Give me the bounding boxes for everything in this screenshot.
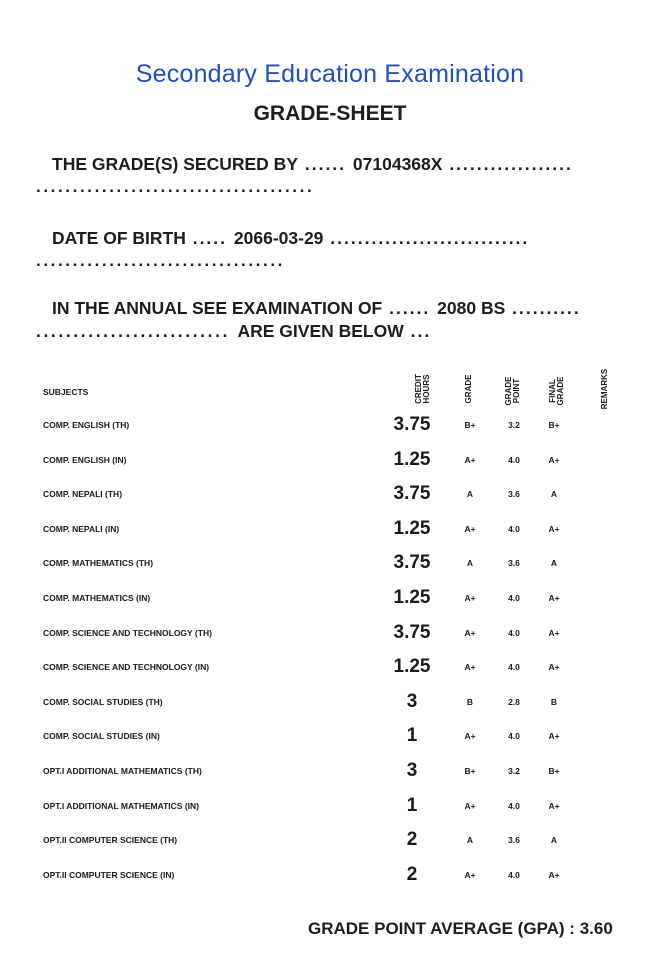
- grade-point-header: GRADE POINT: [504, 376, 521, 406]
- grade-cell: B+: [464, 766, 476, 776]
- grade-cell: A+: [464, 731, 476, 742]
- symbol-number: 07104368X: [352, 154, 443, 174]
- table-row: [0, 517, 660, 540]
- grade-point-cell: 4.0: [508, 869, 520, 880]
- gpa-line: [308, 919, 613, 939]
- subject-cell: COMP. NEPALI (TH): [43, 489, 123, 500]
- grade-point-cell: 3.6: [508, 489, 520, 500]
- grade-cell: A+: [464, 454, 476, 465]
- grade-cell: B+: [464, 420, 476, 430]
- grade-point-cell: 4.0: [508, 523, 520, 534]
- table-row: [0, 416, 660, 436]
- subject-cell: OPT.II COMPUTER SCIENCE (IN): [43, 869, 175, 880]
- final-grade-cell: B+: [548, 766, 560, 776]
- credit-hours-cell: 1.25: [393, 587, 431, 608]
- subject-cell: COMP. MATHEMATICS (IN): [43, 593, 151, 603]
- credit-hours-cell: 1.25: [393, 448, 431, 470]
- credit-hours-cell: 3.75: [393, 414, 431, 435]
- final-grade-cell: A+: [548, 662, 560, 673]
- dob-line: DATE OF BIRTH ..... 2066-03-29 .............................: [52, 228, 530, 248]
- table-row: [0, 831, 660, 851]
- grade-point-cell: 3.6: [508, 558, 520, 569]
- grade-point-cell: 3.2: [508, 420, 520, 430]
- subject-cell: COMP. SCIENCE AND TECHNOLOGY (TH): [43, 627, 212, 638]
- grade-cell: A+: [464, 800, 476, 811]
- grade-point-cell: 2.8: [508, 696, 520, 707]
- exam-line: IN THE ANNUAL SEE EXAMINATION OF ...... 2080 BS ..........: [52, 298, 581, 318]
- dob-label: DATE OF BIRTH: [52, 228, 186, 248]
- secured-by-line: THE GRADE(S) SECURED BY ...... 07104368X ..................: [52, 154, 573, 174]
- final-grade-cell: A+: [548, 593, 560, 603]
- table-row: [0, 589, 660, 609]
- page-title: Secondary Education Examination: [135, 60, 525, 88]
- credit-hours-cell: 3.75: [393, 483, 431, 505]
- grade-cell: A+: [464, 523, 476, 534]
- credit-hours-cell: 1: [406, 725, 418, 747]
- credit-hours-cell: 2: [406, 829, 418, 851]
- grade-cell: A+: [464, 593, 476, 603]
- final-grade-cell: A: [550, 558, 558, 569]
- subjects-header: SUBJECTS: [43, 387, 89, 397]
- subject-cell: COMP. MATHEMATICS (TH): [43, 558, 154, 569]
- dotted-fill: ......................................: [36, 177, 315, 196]
- final-grade-cell: A+: [548, 800, 560, 811]
- subject-cell: COMP. SOCIAL STUDIES (IN): [43, 731, 160, 742]
- final-grade-cell: A: [550, 489, 558, 500]
- subject-cell: OPT.II COMPUTER SCIENCE (TH): [43, 835, 178, 846]
- table-row: [0, 762, 660, 782]
- credit-hours-cell: 2: [406, 863, 418, 885]
- grade-sheet-heading: GRADE-SHEET: [253, 102, 407, 125]
- grade-cell: A: [466, 835, 474, 846]
- exam-label: IN THE ANNUAL SEE EXAMINATION OF: [52, 298, 383, 318]
- table-row: [0, 690, 660, 713]
- subject-cell: COMP. SCIENCE AND TECHNOLOGY (IN): [43, 662, 210, 673]
- subject-cell: COMP. NEPALI (IN): [43, 523, 120, 534]
- grade-point-cell: 4.0: [508, 454, 520, 465]
- final-grade-cell: A+: [548, 731, 560, 742]
- final-grade-cell: A+: [548, 523, 560, 534]
- grade-point-cell: 4.0: [508, 662, 520, 673]
- grade-cell: B: [466, 696, 474, 707]
- credit-hours-header: CREDIT HOURS: [414, 374, 431, 404]
- grade-cell: A+: [464, 869, 476, 880]
- table-row: [0, 794, 660, 817]
- credit-hours-cell: 3: [406, 690, 418, 712]
- credit-hours-cell: 1.25: [393, 517, 431, 539]
- gpa-label: GRADE POINT AVERAGE (GPA) :: [308, 919, 575, 938]
- subject-cell: COMP. SOCIAL STUDIES (TH): [43, 696, 163, 707]
- subject-cell: OPT.I ADDITIONAL MATHEMATICS (IN): [43, 800, 199, 811]
- final-grade-header: FINAL GRADE: [548, 376, 565, 406]
- final-grade-cell: A: [550, 835, 558, 846]
- grade-cell: A+: [464, 627, 476, 638]
- grade-point-cell: 4.0: [508, 593, 520, 603]
- credit-hours-cell: 3.75: [393, 621, 431, 643]
- final-grade-cell: A+: [548, 454, 560, 465]
- table-row: [0, 448, 660, 471]
- grade-cell: A+: [464, 662, 476, 673]
- given-below-line: .......................... ARE GIVEN BELOW ...: [36, 321, 432, 341]
- table-row: [0, 621, 660, 644]
- credit-hours-cell: 3: [406, 760, 418, 781]
- credit-hours-cell: 3.75: [393, 552, 431, 574]
- given-below-label: ARE GIVEN BELOW: [237, 321, 404, 341]
- grade-point-cell: 3.2: [508, 766, 520, 776]
- final-grade-cell: B: [550, 696, 558, 707]
- credit-hours-cell: 1.25: [393, 656, 431, 678]
- final-grade-cell: A+: [548, 869, 560, 880]
- final-grade-cell: B+: [548, 420, 560, 430]
- secured-by-label: THE GRADE(S) SECURED BY: [52, 154, 298, 174]
- table-row: [0, 863, 660, 886]
- grade-cell: A: [466, 489, 474, 500]
- table-row: [0, 658, 660, 678]
- final-grade-cell: A+: [548, 627, 560, 638]
- grade-header: GRADE: [464, 374, 473, 404]
- grade-point-cell: 4.0: [508, 800, 520, 811]
- grade-point-cell: 4.0: [508, 627, 520, 638]
- gpa-value: 3.60: [579, 919, 613, 938]
- table-row: [0, 727, 660, 747]
- subject-cell: COMP. ENGLISH (IN): [43, 454, 127, 465]
- exam-year: 2080 BS: [437, 298, 506, 318]
- credit-hours-cell: 1: [406, 794, 418, 816]
- date-of-birth: 2066-03-29: [233, 228, 324, 248]
- dotted-fill: ..................................: [36, 251, 285, 270]
- subject-cell: OPT.I ADDITIONAL MATHEMATICS (TH): [43, 766, 202, 776]
- table-row: [0, 485, 660, 505]
- subject-cell: COMP. ENGLISH (TH): [43, 420, 130, 430]
- table-row: [0, 554, 660, 574]
- grade-cell: A: [466, 558, 474, 569]
- grade-point-cell: 3.6: [508, 835, 520, 846]
- remarks-header: REMARKS: [600, 368, 609, 410]
- grade-point-cell: 4.0: [508, 731, 520, 742]
